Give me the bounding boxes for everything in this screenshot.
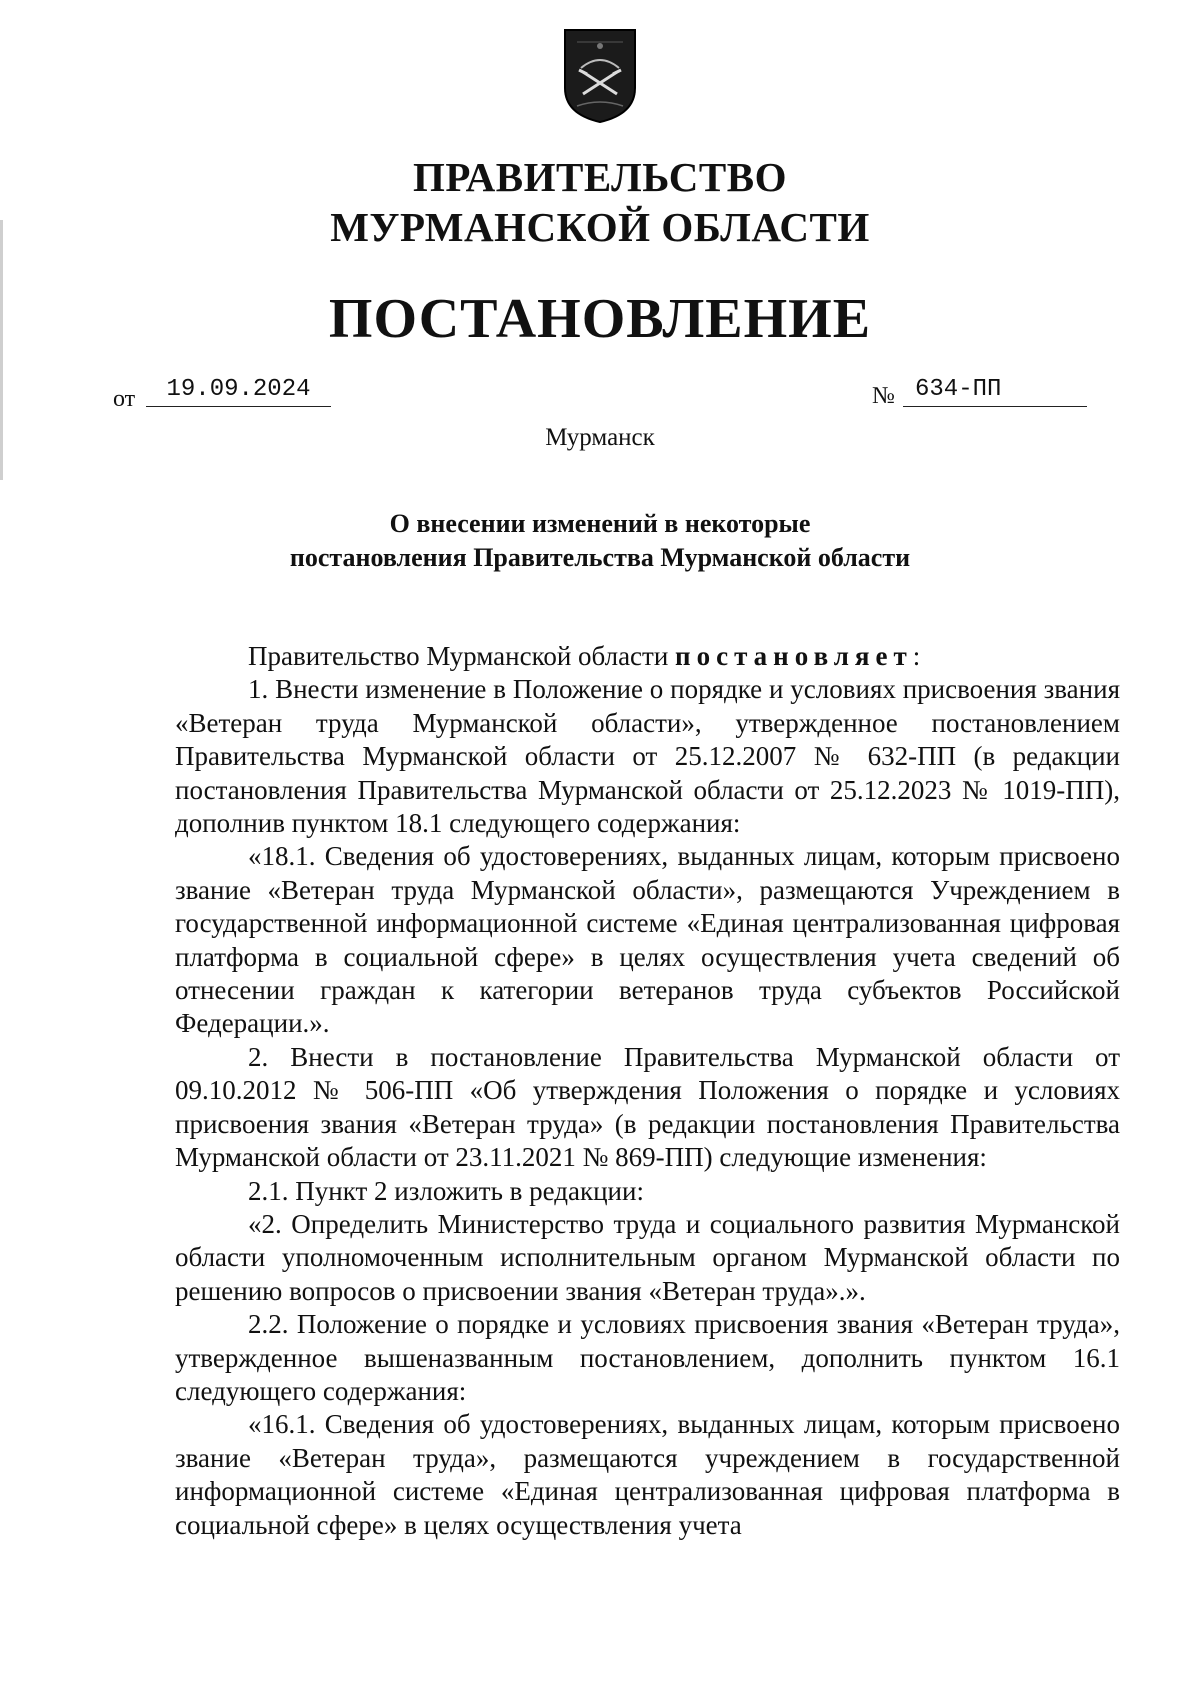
number-label: № — [872, 383, 895, 409]
document-type-title: ПОСТАНОВЛЕНИЕ — [328, 288, 872, 350]
body-paragraph: 2.1. Пункт 2 изложить в редакции: — [248, 1175, 644, 1206]
intro-paragraph — [175, 640, 1120, 673]
subject-line2: постановления Правительства Мурманской области — [289, 543, 911, 572]
body-paragraph: 1. Внести изменение в Положение о порядке и условиях присвоения звания «Ветеран труда Мурманской области», утвержденное постановлением Правительства Мурманской области от 25.12.2007 № 632-ПП (в редакции постановления Правительства Мурманской области от 25.12.2023 № 1019-ПП), дополнив пунктом 18.1 следующего содержания: — [175, 674, 1120, 839]
coat-of-arms-icon — [563, 28, 637, 124]
body-paragraph: 2. Внести в постановление Правительства Мурманской области от 09.10.2012 № 506-ПП «Об утверждения Положения о порядке и условиях присвоения звания «Ветеран труда» (в редакции постановления Правительства Мурманской области от 23.11.2021 № 869-ПП) следующие изменения: — [175, 1041, 1120, 1173]
body-paragraph: 2.2. Положение о порядке и условиях присвоения звания «Ветеран труда», утвержденное вышеназванным постановлением, дополнить пунктом 16.1 следующего содержания: — [175, 1309, 1120, 1406]
subject-line1: О внесении изменений в некоторые — [389, 509, 811, 538]
org-title-line1: ПРАВИТЕЛЬСТВО — [412, 154, 788, 200]
intro-suffix: : — [912, 641, 921, 671]
intro-verb: постановляет — [675, 641, 913, 671]
body-paragraph: «18.1. Сведения об удостоверениях, выданных лицам, которым присвоено звание «Ветеран труда Мурманской области», размещаются Учреждением в государственной информационной системе «Единая централизованная цифровая платформа в социальной сфере» в целях осуществления учета сведений об отнесении граждан к категории ветеранов труда субъектов Российской Федерации.». — [175, 841, 1120, 1039]
intro-prefix: Правительство Мурманской области — [248, 641, 676, 671]
city-name: Мурманск — [545, 424, 655, 451]
document-body — [175, 640, 1120, 1542]
document-date: 19.09.2024 — [146, 374, 331, 407]
date-label: от — [113, 386, 136, 412]
document-subject — [0, 507, 1200, 575]
org-title-line2: МУРМАНСКОЙ ОБЛАСТИ — [330, 204, 870, 250]
document-number: 634-ПП — [903, 374, 1087, 407]
body-paragraph: «16.1. Сведения об удостоверениях, выданных лицам, которым присвоено звание «Ветеран труда», размещаются учреждением в государственной информационной системе «Единая централизованная цифровая платформа в социальной сфере» в целях осуществления учета — [175, 1409, 1120, 1540]
body-paragraph: «2. Определить Министерство труда и социального развития Мурманской области уполномоченным исполнительным органом Мурманской области по решению вопросов о присвоении звания «Ветеран труда».». — [175, 1208, 1120, 1306]
